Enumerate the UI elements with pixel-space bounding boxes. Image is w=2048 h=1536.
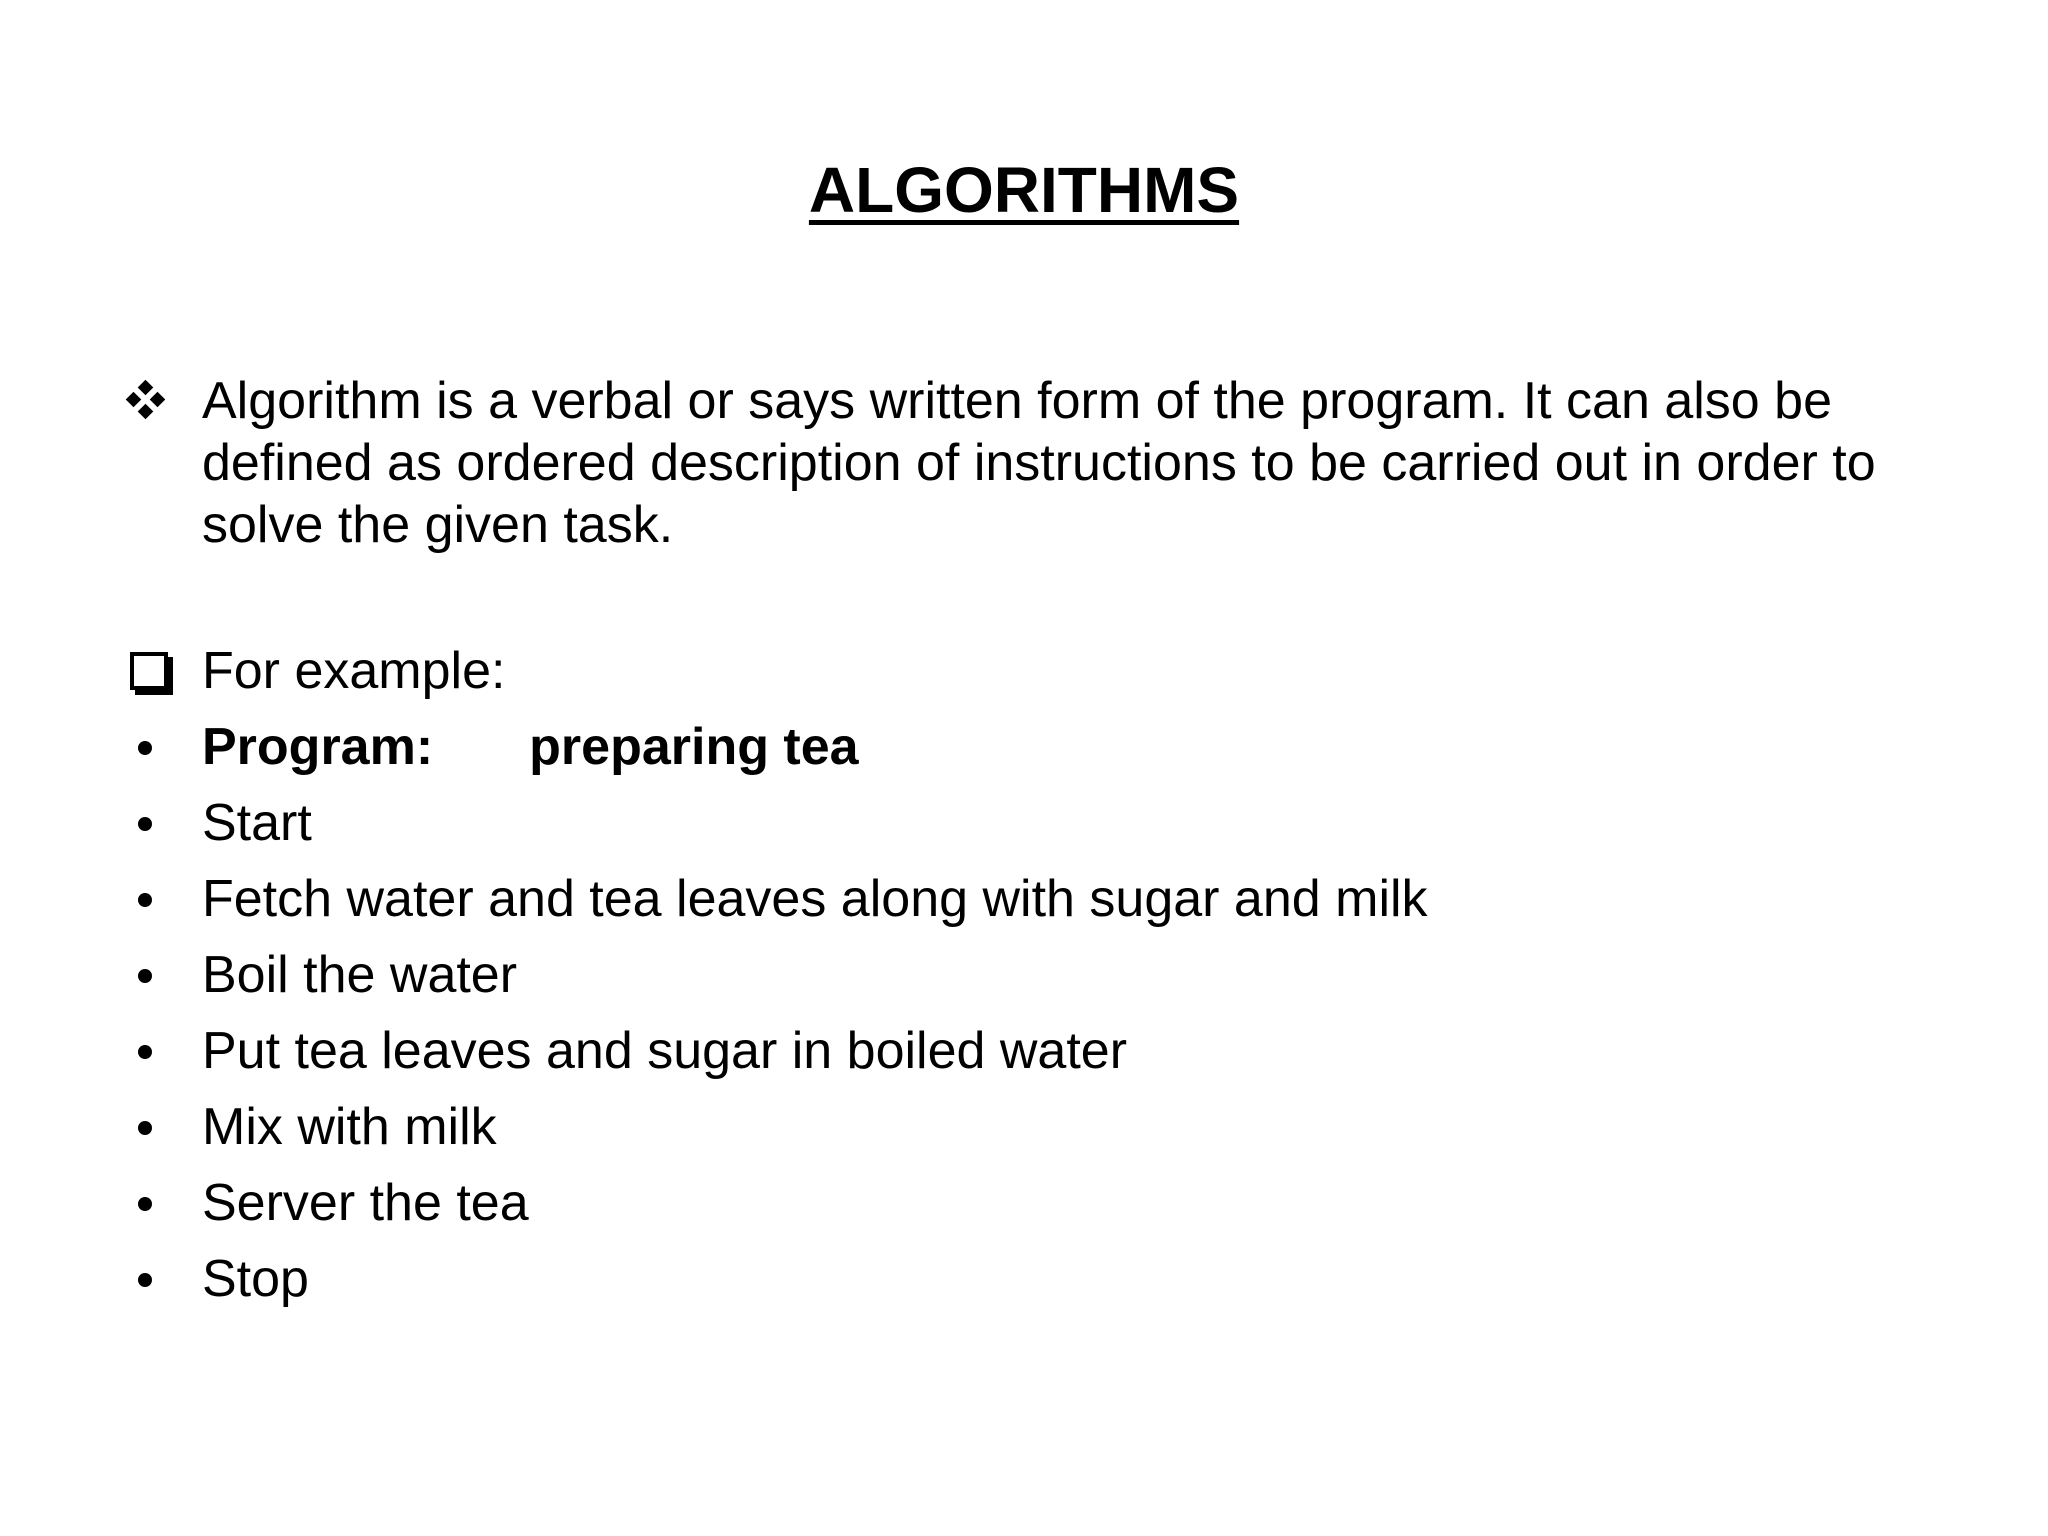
slide-title-text: ALGORITHMS <box>808 154 1240 226</box>
program-value: preparing tea <box>529 718 859 776</box>
list-item-text: Mix with milk <box>202 1098 497 1156</box>
checkbox-bullet-icon <box>130 652 168 690</box>
bullet-dot-icon <box>138 1197 152 1211</box>
program-line <box>128 716 1928 786</box>
list-item <box>128 1172 1928 1242</box>
example-text: For example: <box>202 642 506 700</box>
bullet-dot-icon <box>138 741 152 755</box>
program-label: Program: <box>202 718 434 776</box>
list-item-text: Boil the water <box>202 946 518 1004</box>
bullet-dot-icon <box>138 969 152 983</box>
bullet-dot-icon <box>138 1121 152 1135</box>
bullet-dot-icon <box>138 1045 152 1059</box>
program-line-text <box>202 716 859 778</box>
slide-title <box>0 150 2048 230</box>
bullet-dot-icon <box>138 893 152 907</box>
list-item <box>128 792 1928 862</box>
list-item <box>128 1096 1928 1166</box>
list-item <box>128 1248 1928 1318</box>
definition-text: Algorithm is a verbal or says written form of the program. It can also be defined as ordered description of instructions to be carried out in order to solve the given task. <box>202 372 1876 554</box>
bullet-dot-icon <box>138 1273 152 1287</box>
list-item-text: Start <box>202 794 312 852</box>
list-item-text: Put tea leaves and sugar in boiled water <box>202 1022 1128 1080</box>
list-item <box>128 944 1928 1014</box>
bullet-dot-icon <box>138 817 152 831</box>
list-item-text: Server the tea <box>202 1174 529 1232</box>
list-item <box>128 1020 1928 1090</box>
list-item-text: Stop <box>202 1250 309 1308</box>
list-item-text: Fetch water and tea leaves along with sugar and milk <box>202 870 1428 928</box>
four-diamond-bullet-icon <box>128 382 164 418</box>
list-item <box>128 868 1928 938</box>
